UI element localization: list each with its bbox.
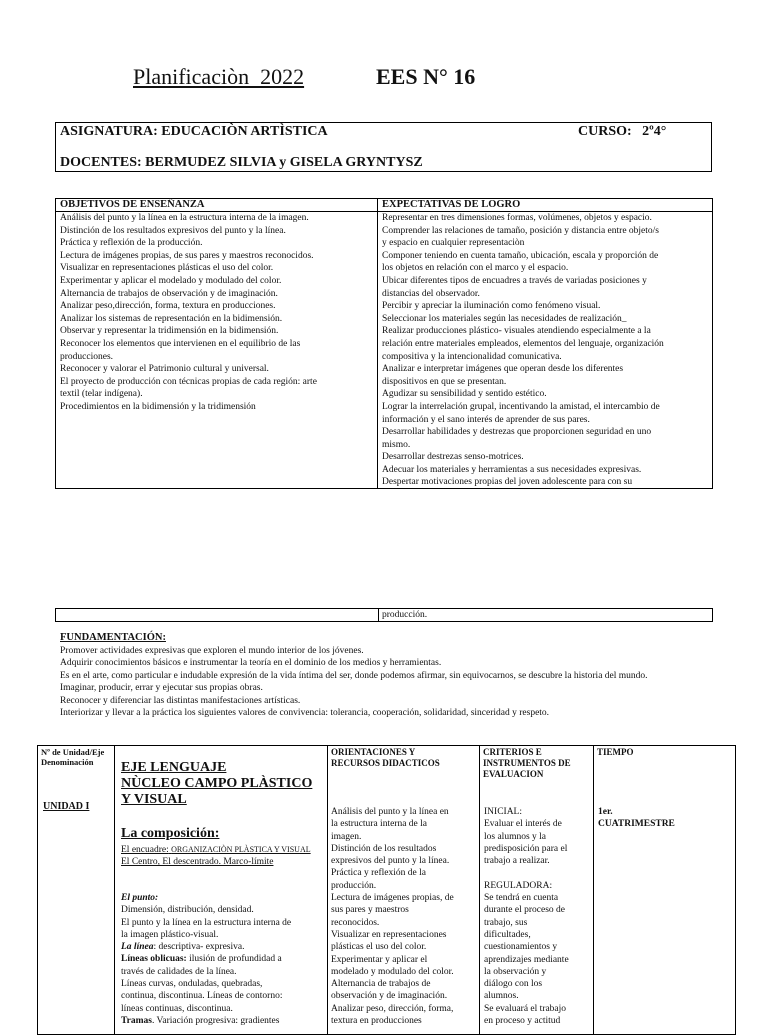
orientation-line: imagen. xyxy=(331,831,362,842)
expectation-line: Percibir y apreciar la iluminación como fenómeno visual. xyxy=(382,301,601,312)
encuadre-block xyxy=(121,844,321,869)
evaluation-line: INICIAL: xyxy=(484,807,522,817)
school-name: EES N° 16 xyxy=(376,64,476,89)
expectation-line: Ubicar diferentes tipos de encuadres a través de variadas posiciones y xyxy=(382,275,647,286)
subject-info-box xyxy=(55,122,712,172)
evaluation-line: alumnos. xyxy=(484,991,519,1002)
expectation-line: Seleccionar los materiales según las necesidades de realización_ xyxy=(382,313,627,324)
expectation-continuation: producción. xyxy=(382,610,428,620)
expectations-list xyxy=(378,212,712,489)
linea-detail: continua, discontinua. Líneas de contorno: xyxy=(121,991,283,1002)
orientation-line: modelado y modulado del color. xyxy=(331,966,454,977)
time-column xyxy=(594,746,735,1034)
orientation-line: reconocidos. xyxy=(331,917,380,928)
expectations-header: EXPECTATIVAS DE LOGRO xyxy=(378,199,712,212)
fundamentacion-title: FUNDAMENTACIÓN: xyxy=(60,632,166,643)
objective-line: Reconocer y valorar el Patrimonio cultural y universal. xyxy=(60,364,269,375)
expectation-line: Componer teniendo en cuenta tamaño, ubicación, escala y proporción de xyxy=(382,250,659,261)
linea-detail: Líneas curvas, onduladas, quebradas, xyxy=(121,979,263,990)
expectation-line: Realizar producciones plástico- visuales atendiendo especialmente a la xyxy=(382,326,651,337)
linea-label: La línea xyxy=(121,942,154,953)
expectation-line: mismo. xyxy=(382,439,411,450)
objective-line: Experimentar y aplicar el modelado y modulado del color. xyxy=(60,275,282,286)
objective-line: Práctica y reflexión de la producción. xyxy=(60,238,203,249)
evaluation-line: dificultades, xyxy=(484,929,531,940)
linea-detail: líneas continuas, discontinua. xyxy=(121,1003,233,1014)
centro-line: El Centro, El descentrado. Marco-límite xyxy=(121,857,274,868)
objective-line: Visualizar en representaciones plásticas el uso del color. xyxy=(60,263,274,274)
orientation-line: Práctica y reflexión de la xyxy=(331,868,426,879)
fundamentacion-line: Adquirir conocimientos básicos e instrumentar la teoría en el dominio de los medios y herramientas. xyxy=(60,658,442,668)
time-header: TIEMPO xyxy=(597,747,634,757)
course-label: CURSO: 2º4° xyxy=(578,124,667,139)
objective-line: Analizar los sistemas de representación en la bidimensión. xyxy=(60,313,283,324)
evaluation-column xyxy=(480,746,594,1034)
expectation-line: dispositivos en que se presentan. xyxy=(382,376,507,387)
oblicuas-label: Líneas oblicuas: xyxy=(121,954,187,965)
punto-line: la imagen plástico-visual. xyxy=(121,929,219,940)
evaluation-line: aprendizajes mediante xyxy=(484,954,569,965)
orientations-column xyxy=(328,746,480,1034)
punto-title: El punto: xyxy=(121,893,159,903)
time-value-line: CUATRIMESTRE xyxy=(598,819,675,830)
expectation-line: relación entre materiales empleados, elementos del lenguaje, organización xyxy=(382,338,664,349)
evaluation-header-line: CRITERIOS E xyxy=(483,747,542,757)
orientation-line: Distinción de los resultados xyxy=(331,843,437,854)
objective-line: Reconocer los elementos que intervienen en el equilibrio de las xyxy=(60,338,301,349)
expectation-line: Desarrollar habilidades y destrezas que proporcionen seguridad en uno xyxy=(382,427,652,438)
axis-content-column xyxy=(115,746,328,1034)
orientation-line: textura en producciones xyxy=(331,1016,422,1027)
objectives-list xyxy=(56,212,377,414)
expectation-line: información y el sano interés de aprender de sus pares. xyxy=(382,414,590,425)
tramas-label: Tramas xyxy=(121,1015,152,1026)
orientation-line: la estructura interna de la xyxy=(331,819,428,830)
objectives-table xyxy=(55,198,713,489)
fundamentacion-line: Promover actividades expresivas que exploren el mundo interior de los jóvenes. xyxy=(60,645,364,656)
orientation-line: Analizar peso, dirección, forma, xyxy=(331,1003,454,1014)
time-value-line: 1er. xyxy=(598,807,613,817)
evaluation-line: Se tendrá en cuenta xyxy=(484,893,559,904)
tramas-text: . Variación progresiva: gradientes xyxy=(151,1015,280,1026)
unit-column-header: Nº de Unidad/Eje Denominación xyxy=(41,747,105,767)
fundamentacion-line: Interiorizar y llevar a la práctica los siguientes valores de convivencia: tolerancia, cooperación, solidaridad, sinceridad y respeto. xyxy=(60,708,550,718)
objective-line: textil (telar indígena). xyxy=(60,389,143,400)
nucleo-title-line: NÙCLEO CAMPO PLÀSTICO xyxy=(121,776,313,791)
expectation-line: Desarrollar destrezas senso-motrices. xyxy=(382,452,524,463)
expectation-line: y espacio en cualquier representaciòn xyxy=(382,238,525,249)
expectations-column xyxy=(378,199,712,488)
time-value xyxy=(598,806,675,831)
oblicuas-text: ilusión de profundidad a xyxy=(186,954,282,965)
orientations-header xyxy=(328,746,479,770)
orientation-line: sus pares y maestros xyxy=(331,905,409,916)
evaluation-line: cuestionamientos y xyxy=(484,942,558,953)
orientation-line: Visualizar en representaciones xyxy=(331,929,447,940)
evaluation-line: REGULADORA: xyxy=(484,880,553,891)
orientations-list xyxy=(331,806,454,1027)
orientation-line: observación y de imaginación. xyxy=(331,991,448,1002)
evaluation-line: trabajo, sus xyxy=(484,917,528,928)
objectives-header: OBJETIVOS DE ENSEÑANZA xyxy=(56,199,377,212)
evaluation-line: durante el proceso de xyxy=(484,905,565,916)
evaluation-line: Evaluar el interés de xyxy=(484,819,562,830)
page-title: Planificaciòn 2022 xyxy=(133,64,305,89)
eje-title: EJE LENGUAJE xyxy=(121,760,227,775)
objective-line: Análisis del punto y la línea en la estructura interna de la imagen. xyxy=(60,213,309,223)
evaluation-header-line: INSTRUMENTOS DE xyxy=(483,758,571,768)
orientations-header-line: ORIENTACIONES Y xyxy=(331,747,416,757)
fundamentacion-line: Reconocer y diferenciar las distintas manifestaciones artísticas. xyxy=(60,695,301,706)
evaluation-line: predisposición para el xyxy=(484,843,568,854)
linea-detail: través de calidades de la línea. xyxy=(121,966,237,977)
fundamentacion-line: Es en el arte, como particular e indudable expresión de la vida íntima del ser, donde podemos afirmar, sin equivocarnos, se descubre la historia del mundo. xyxy=(60,670,648,681)
orientation-line: Alternancia de trabajos de xyxy=(331,979,431,990)
expectation-line: Lograr la interrelación grupal, incentivando la amistad, el intercambio de xyxy=(382,401,660,412)
evaluation-line: trabajo a realizar. xyxy=(484,856,550,867)
orientation-line: producción. xyxy=(331,880,377,891)
evaluation-line: Se evaluará el trabajo xyxy=(484,1003,567,1014)
punto-line: Dimensión, distribución, densidad. xyxy=(121,905,254,916)
fundamentacion-section xyxy=(60,632,710,720)
subject-label: ASIGNATURA: EDUCACIÒN ARTÌSTICA xyxy=(60,124,328,139)
axis-title xyxy=(121,760,312,808)
evaluation-line: los alumnos y la xyxy=(484,831,547,842)
expectation-line: compositiva y la intencionalidad comunicativa. xyxy=(382,351,562,362)
orientation-line: expresivos del punto y la línea. xyxy=(331,856,450,867)
unit-table xyxy=(37,745,736,1035)
evaluation-line: en proceso y actitud xyxy=(484,1016,561,1027)
evaluation-list xyxy=(484,806,569,1027)
expectation-line: Despertar motivaciones propias del joven adolescente para con su xyxy=(382,477,633,488)
orientation-line: Análisis del punto y la línea en xyxy=(331,807,449,817)
expectations-continuation-row xyxy=(55,608,713,622)
expectation-line: Analizar e interpretar imágenes que operan desde los diferentes xyxy=(382,364,624,375)
expectation-line: distancias del observador. xyxy=(382,288,480,299)
linea-text: : descriptiva- expresiva. xyxy=(153,942,245,953)
objective-line: Observar y representar la tridimensión en la bidimensión. xyxy=(60,326,279,337)
objective-line: Lectura de imágenes propias, de sus pares y maestros reconocidos. xyxy=(60,250,314,261)
punto-line: El punto y la línea en la estructura interna de xyxy=(121,917,292,928)
orientation-line: Experimentar y aplicar el xyxy=(331,954,428,965)
expectation-line: Representar en tres dimensiones formas, volúmenes, objetos y espacio. xyxy=(382,213,652,223)
orientation-line: Lectura de imágenes propias, de xyxy=(331,893,454,904)
evaluation-header xyxy=(480,746,593,781)
objective-line: El proyecto de producción con técnicas propias de cada región: arte xyxy=(60,376,317,387)
evaluation-line: la observación y xyxy=(484,966,547,977)
encuadre-text: ORGANIZACIÒN PLÀSTICA Y VISUAL xyxy=(171,845,311,854)
composicion-title: La composición: xyxy=(121,826,220,841)
objective-line: Procedimientos en la bidimensión y la tridimensión xyxy=(60,401,256,412)
teachers-label: DOCENTES: BERMUDEZ SILVIA y GISELA GRYNTYSZ xyxy=(60,155,423,170)
nucleo-title-line: Y VISUAL xyxy=(121,792,187,807)
objective-line: Analizar peso,dirección, forma, textura en producciones. xyxy=(60,301,276,312)
punto-block xyxy=(121,892,291,1027)
unit-label: UNIDAD I xyxy=(43,801,90,812)
orientations-header-line: RECURSOS DIDACTICOS xyxy=(331,758,440,768)
evaluation-header-line: EVALUACION xyxy=(483,769,544,779)
objective-line: Distinción de los resultados expresivos del punto y la línea. xyxy=(60,225,286,236)
fundamentacion-line: Imaginar, producir, errar y ejecutar sus propias obras. xyxy=(60,683,263,693)
expectation-line: Agudizar su sensibilidad y sentido estético. xyxy=(382,389,547,400)
expectation-line: los objetos en relación con el marco y el espacio. xyxy=(382,263,569,274)
unit-number-column xyxy=(38,746,115,1034)
objective-line: Alternancia de trabajos de observación y de imaginación. xyxy=(60,288,278,299)
objective-line: producciones. xyxy=(60,351,114,362)
orientation-line: plásticas el uso del color. xyxy=(331,942,427,953)
objectives-column xyxy=(56,199,378,488)
expectation-line: Adecuar los materiales y herramientas a sus necesidades expresivas. xyxy=(382,464,642,475)
encuadre-label: El encuadre: xyxy=(121,845,169,855)
evaluation-line: diálogo con los xyxy=(484,979,543,990)
expectation-line: Comprender las relaciones de tamaño, posición y distancia entre objeto/s xyxy=(382,225,659,236)
